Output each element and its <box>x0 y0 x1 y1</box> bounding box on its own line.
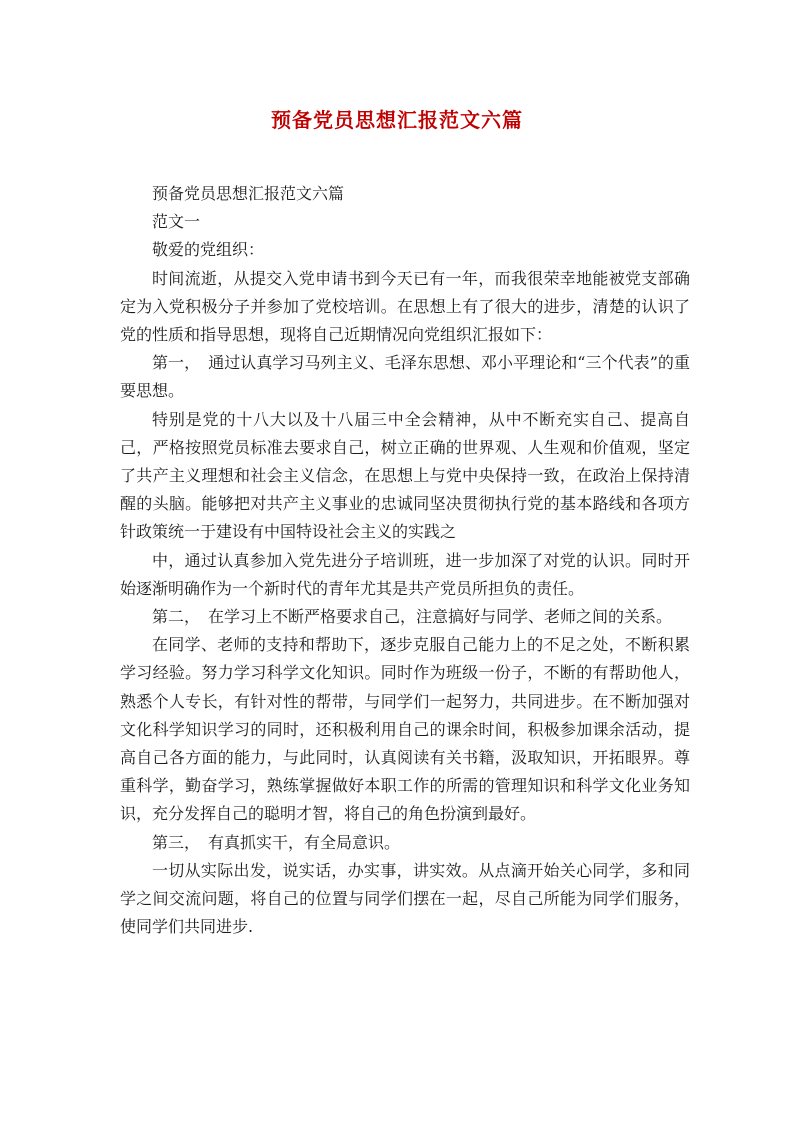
document-body <box>120 180 690 941</box>
paragraph: 时间流逝，从提交入党申请书到今天已有一年，而我很荣幸地能被党支部确定为入党积极分子并参加了党校培训。在思想上有了很大的进步，清楚的认识了党的性质和指导思想，现将自己近期情况向党组织汇报如下： <box>120 268 690 345</box>
paragraph: 第二， 在学习上不断严格要求自己，注意搞好与同学、老师之间的关系。 <box>152 607 673 627</box>
paragraph: 第三， 有真抓实干，有全局意识。 <box>152 832 401 852</box>
paragraph: 一切从实际出发，说实话，办实事，讲实效。从点滴开始关心同学，多和同学之间交流问题，将自己的位置与同学们摆在一起，尽自己所能为同学们服务，使同学们共同进步. <box>120 860 690 937</box>
paragraph: 范文一 <box>152 212 201 232</box>
paragraph: 预备党员思想汇报范文六篇 <box>152 184 345 203</box>
paragraph: 第一， 通过认真学习马列主义、毛泽东思想、邓小平理论和“三个代表”的重要思想。 <box>120 353 690 401</box>
paragraph: 敬爱的党组织： <box>152 240 265 260</box>
paragraph: 中，通过认真参加入党先进分子培训班，进一步加深了对党的认识。同时开始逐渐明确作为一个新时代的青年尤其是共产党员所担负的责任。 <box>120 550 690 598</box>
document-title: 预备党员思想汇报范文六篇 <box>271 108 523 132</box>
paragraph: 特别是党的十八大以及十八届三中全会精神，从中不断充实自己、提高自己，严格按照党员标准去要求自己，树立正确的世界观、人生观和价值观，坚定了共产主义理想和社会主义信念，在思想上与党中央保持一致，在政治上保持清醒的头脑。能够把对共产主义事业的忠诚同坚决贯彻执行党的基本路线和各项方针政策统一于建设有中国特设社会主义的实践之 <box>120 409 690 542</box>
paragraph: 在同学、老师的支持和帮助下，逐步克服自己能力上的不足之处，不断积累学习经验。努力学习科学文化知识。同时作为班级一份子，不断的有帮助他人，熟悉个人专长，有针对性的帮带，与同学们一起努力，共同进步。在不断加强对文化科学知识学习的同时，还积极利用自己的课余时间，积极参加课余活动，提高自己各方面的能力，与此同时，认真阅读有关书籍，汲取知识，开拓眼界。尊重科学，勤奋学习，熟练掌握做好本职工作的所需的管理知识和科学文化业务知识，充分发挥自己的聪明才智，将自己的角色扮演到最好。 <box>120 635 690 824</box>
